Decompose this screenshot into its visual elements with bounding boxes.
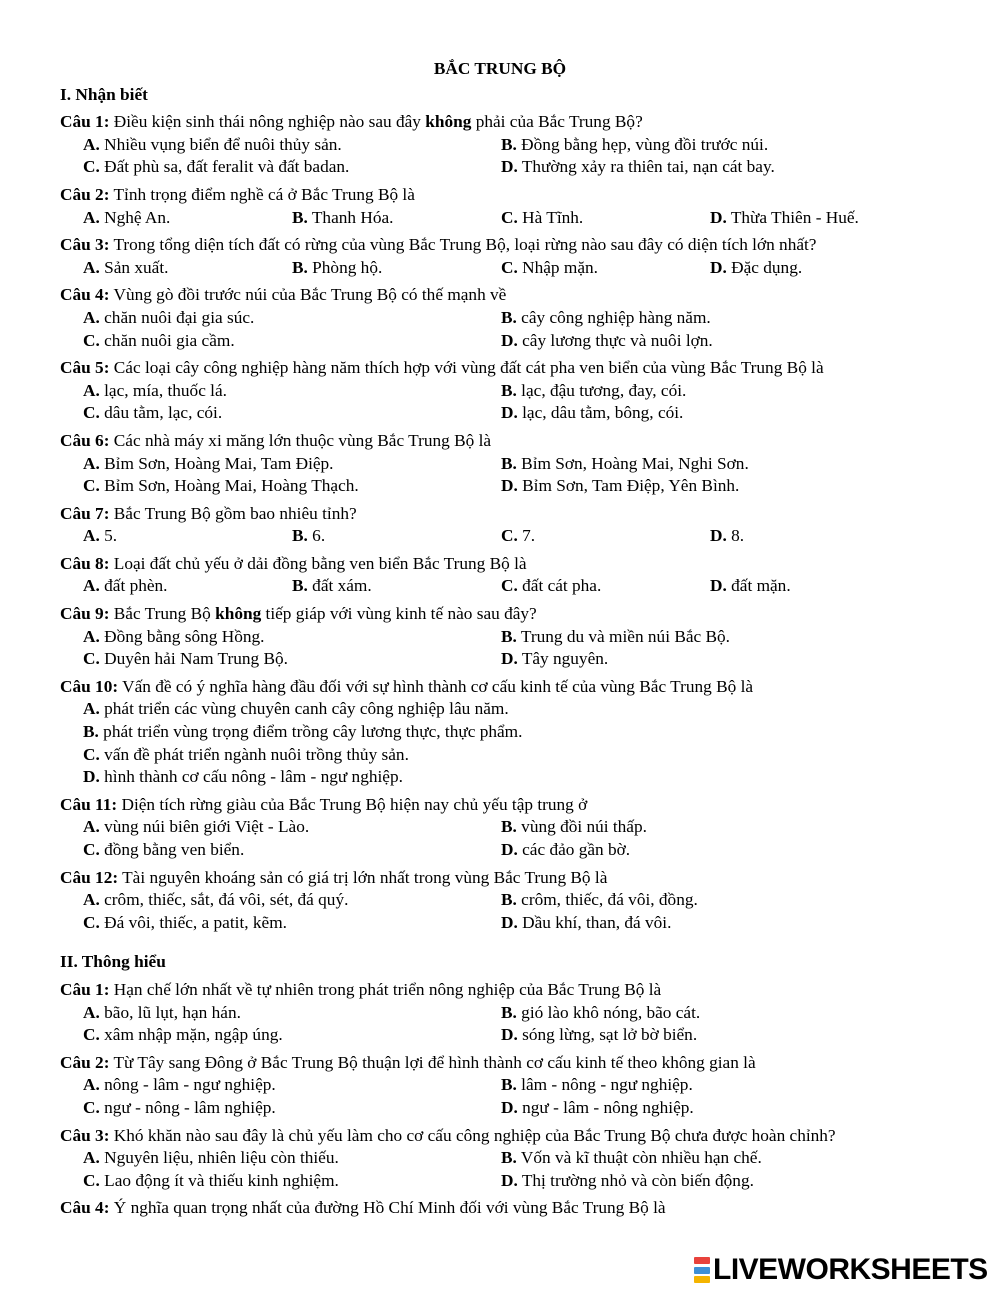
question-text: Khó khăn nào sau đây là chủ yếu làm cho cơ cấu công nghiệp của Bắc Trung Bộ chưa được hoàn chỉnh? — [109, 1125, 836, 1145]
answer-options — [60, 453, 940, 498]
answer-options — [60, 816, 940, 861]
question-text: Từ Tây sang Đông ở Bắc Trung Bộ thuận lợi để hình thành cơ cấu kinh tế theo không gian là — [109, 1052, 756, 1072]
question-stem — [60, 1197, 940, 1220]
answer-option — [501, 207, 710, 230]
option-text: 8. — [726, 526, 745, 546]
answer-option — [501, 816, 919, 839]
question-emphasis: không — [215, 604, 262, 624]
logo-block-yellow — [694, 1276, 710, 1283]
question-text: Vùng gò đồi trước núi của Bắc Trung Bộ có thế mạnh về — [109, 285, 507, 305]
answer-option — [501, 1024, 919, 1047]
sections-container — [60, 84, 940, 1220]
answer-option — [501, 156, 919, 179]
option-letter: B. — [501, 1148, 517, 1168]
answer-option — [292, 207, 501, 230]
question-stem — [60, 676, 940, 699]
option-text: lâm - nông - ngư nghiệp. — [516, 1075, 693, 1095]
option-letter: C. — [83, 403, 100, 423]
question-text: Ý nghĩa quan trọng nhất của đường Hồ Chí Minh đối với vùng Bắc Trung Bộ là — [109, 1198, 666, 1218]
option-letter: A. — [83, 453, 100, 473]
option-text: Nhiều vụng biển để nuôi thủy sản. — [99, 134, 342, 154]
question-stem — [60, 1052, 940, 1075]
page-title: BẮC TRUNG BỘ — [433, 59, 567, 78]
option-letter: B. — [501, 453, 517, 473]
answer-option — [83, 744, 940, 767]
answer-option — [83, 766, 940, 789]
option-letter: C. — [83, 840, 100, 859]
answer-option — [501, 525, 710, 548]
answer-option — [83, 525, 292, 548]
option-letter: B. — [292, 576, 308, 596]
option-letter: D. — [710, 576, 727, 596]
option-letter: A. — [83, 576, 100, 596]
logo-block-red — [694, 1257, 710, 1264]
option-text: đất phèn. — [99, 576, 168, 596]
question — [60, 979, 940, 1047]
answer-option — [710, 207, 919, 230]
question-text: Bắc Trung Bộ — [109, 604, 216, 624]
question — [60, 357, 940, 425]
option-text: Bỉm Sơn, Hoàng Mai, Tam Điệp. — [99, 453, 334, 473]
option-letter: B. — [501, 380, 517, 400]
option-letter: B. — [292, 257, 308, 277]
question-stem — [60, 234, 940, 257]
question — [60, 284, 940, 352]
answer-option — [501, 1074, 919, 1097]
question-number: Câu 4: — [60, 1198, 110, 1218]
question — [60, 111, 940, 179]
answer-options — [60, 207, 940, 230]
question-text: Vấn đề có ý nghĩa hàng đầu đối với sự hình thành cơ cấu kinh tế của vùng Bắc Trung Bộ là — [118, 676, 754, 696]
option-text: dâu tằm, lạc, cói. — [99, 403, 223, 423]
answer-option — [83, 134, 501, 157]
option-text: Thanh Hóa. — [307, 207, 394, 227]
answer-option — [501, 575, 710, 598]
option-text: hình thành cơ cấu nông - lâm - ngư nghiệp. — [99, 767, 403, 787]
question-stem — [60, 184, 940, 207]
answer-option — [83, 1002, 501, 1025]
option-text: bão, lũ lụt, hạn hán. — [99, 1002, 241, 1022]
section-title: I. Nhận biết — [60, 84, 148, 104]
option-letter: C. — [501, 526, 518, 546]
answer-option — [83, 698, 940, 721]
option-text: lạc, mía, thuốc lá. — [99, 380, 227, 400]
option-letter: C. — [83, 330, 100, 350]
worksheet-document — [60, 58, 940, 1225]
option-text: Trung du và miền núi Bắc Bộ. — [516, 626, 730, 646]
option-text: các đảo gần bờ. — [517, 840, 631, 859]
option-letter: A. — [83, 380, 100, 400]
option-letter: D. — [710, 207, 727, 227]
answer-option — [501, 889, 919, 912]
option-text: Lao động ít và thiếu kinh nghiệm. — [99, 1170, 339, 1190]
answer-option — [83, 626, 501, 649]
option-letter: A. — [83, 134, 100, 154]
question-number: Câu 12: — [60, 867, 119, 887]
answer-options — [60, 1074, 940, 1119]
option-letter: C. — [83, 1025, 100, 1045]
option-letter: A. — [83, 257, 100, 277]
answer-option — [501, 134, 919, 157]
option-letter: C. — [83, 649, 100, 669]
answer-option — [501, 453, 919, 476]
question-text: Tỉnh trọng điểm nghề cá ở Bắc Trung Bộ là — [109, 184, 415, 204]
option-text: xâm nhập mặn, ngập úng. — [99, 1025, 283, 1045]
answer-option — [83, 402, 501, 425]
question — [60, 603, 940, 671]
logo-mark-icon — [694, 1257, 710, 1283]
question-text: Điều kiện sinh thái nông nghiệp nào sau đây — [109, 112, 426, 132]
question-number: Câu 1: — [60, 979, 110, 999]
question-stem — [60, 603, 940, 626]
option-text: chăn nuôi đại gia súc. — [99, 307, 255, 327]
question-text: Diện tích rừng giàu của Bắc Trung Bộ hiện nay chủ yếu tập trung ở — [117, 794, 588, 814]
answer-option — [83, 453, 501, 476]
option-text: Thừa Thiên - Huế. — [726, 207, 859, 227]
option-text: đất xám. — [307, 576, 372, 596]
option-text: 5. — [99, 526, 118, 546]
answer-option — [83, 721, 940, 744]
question-stem — [60, 503, 940, 526]
answer-option — [501, 402, 919, 425]
option-text: Sản xuất. — [99, 257, 169, 277]
option-letter: B. — [501, 307, 517, 327]
option-letter: C. — [501, 207, 518, 227]
option-text: ngư - lâm - nông nghiệp. — [517, 1097, 694, 1117]
option-text: Tây nguyên. — [517, 649, 609, 669]
answer-option — [501, 1170, 919, 1193]
question-number: Câu 1: — [60, 112, 110, 132]
answer-option — [501, 475, 919, 498]
answer-option — [292, 575, 501, 598]
question-stem — [60, 430, 940, 453]
answer-options — [60, 698, 940, 788]
logo-block-blue — [694, 1267, 710, 1274]
question-number: Câu 11: — [60, 794, 118, 814]
question — [60, 553, 940, 598]
answer-option — [710, 525, 919, 548]
question — [60, 184, 940, 229]
option-letter: C. — [83, 157, 100, 177]
question-number: Câu 6: — [60, 430, 110, 450]
question-stem — [60, 111, 940, 134]
question — [60, 794, 940, 862]
question-number: Câu 7: — [60, 503, 110, 523]
answer-option — [501, 330, 919, 353]
option-text: Đồng bằng hẹp, vùng đồi trước núi. — [516, 134, 769, 154]
answer-options — [60, 626, 940, 671]
answer-option — [83, 575, 292, 598]
question-text: Trong tổng diện tích đất có rừng của vùng Bắc Trung Bộ, loại rừng nào sau đây có diện tích lớn nhất? — [109, 235, 817, 255]
option-letter: D. — [501, 1025, 518, 1045]
option-text: Bỉm Sơn, Hoàng Mai, Hoàng Thạch. — [99, 476, 359, 496]
answer-option — [83, 207, 292, 230]
question-emphasis: không — [425, 112, 472, 132]
question — [60, 676, 940, 789]
answer-option — [83, 380, 501, 403]
option-text: vấn đề phát triển ngành nuôi trồng thủy sản. — [99, 744, 409, 764]
option-letter: D. — [501, 1170, 518, 1190]
question-number: Câu 9: — [60, 604, 110, 624]
option-text: Nhập mặn. — [517, 257, 598, 277]
logo-text: LIVEWORKSHEETS — [713, 1253, 988, 1286]
option-letter: A. — [83, 626, 100, 646]
option-text: 7. — [517, 526, 536, 546]
question-number: Câu 3: — [60, 1125, 110, 1145]
question-number: Câu 5: — [60, 358, 110, 378]
question — [60, 1052, 940, 1120]
answer-option — [83, 475, 501, 498]
answer-options — [60, 889, 940, 934]
option-letter: D. — [501, 476, 518, 496]
answer-option — [501, 912, 919, 935]
option-text: đồng bằng ven biển. — [99, 840, 245, 859]
answer-options — [60, 134, 940, 179]
answer-option — [83, 889, 501, 912]
option-letter: C. — [83, 1170, 100, 1190]
answer-option — [83, 156, 501, 179]
option-letter: B. — [501, 626, 517, 646]
question-number: Câu 2: — [60, 1052, 110, 1072]
answer-option — [501, 380, 919, 403]
option-text: Thị trường nhỏ và còn biến động. — [517, 1170, 754, 1190]
answer-option — [501, 257, 710, 280]
answer-option — [292, 525, 501, 548]
answer-option — [83, 839, 501, 862]
option-letter: B. — [501, 890, 517, 910]
option-text: nông - lâm - ngư nghiệp. — [99, 1075, 276, 1095]
answer-options — [60, 1147, 940, 1192]
option-text: Đất phù sa, đất feralit và đất badan. — [99, 157, 350, 177]
question-text: Loại đất chủ yếu ở dải đồng bằng ven biển Bắc Trung Bộ là — [109, 553, 527, 573]
question-stem — [60, 553, 940, 576]
option-text: Bỉm Sơn, Tam Điệp, Yên Bình. — [517, 476, 740, 496]
answer-options — [60, 307, 940, 352]
option-letter: C. — [501, 257, 518, 277]
answer-option — [83, 330, 501, 353]
option-letter: A. — [83, 307, 100, 327]
answer-option — [501, 648, 919, 671]
question-stem — [60, 284, 940, 307]
answer-option — [501, 839, 919, 862]
option-letter: A. — [83, 890, 100, 910]
answer-option — [501, 307, 919, 330]
answer-option — [83, 912, 501, 935]
option-letter: D. — [501, 1097, 518, 1117]
option-letter: B. — [501, 817, 517, 837]
answer-option — [501, 626, 919, 649]
option-letter: A. — [83, 1148, 100, 1168]
option-text: Đặc dụng. — [726, 257, 803, 277]
option-letter: B. — [501, 1002, 517, 1022]
option-letter: A. — [83, 817, 100, 837]
question — [60, 503, 940, 548]
option-text: Duyên hải Nam Trung Bộ. — [99, 649, 288, 669]
question-text: Các loại cây công nghiệp hàng năm thích hợp với vùng đất cát pha ven biển của vùng Bắc Trung Bộ là — [109, 358, 824, 378]
option-letter: D. — [501, 840, 518, 859]
option-text: ngư - nông - lâm nghiệp. — [99, 1097, 276, 1117]
option-letter: C. — [83, 1097, 100, 1117]
question-stem — [60, 979, 940, 1002]
option-text: crôm, thiếc, đá vôi, đồng. — [516, 890, 698, 910]
answer-option — [292, 257, 501, 280]
question-text: Bắc Trung Bộ gồm bao nhiêu tỉnh? — [109, 503, 357, 523]
option-letter: C. — [83, 476, 100, 496]
answer-options — [60, 257, 940, 280]
question-stem — [60, 794, 940, 817]
question — [60, 1125, 940, 1193]
answer-option — [710, 575, 919, 598]
answer-option — [83, 1170, 501, 1193]
option-letter: A. — [83, 207, 100, 227]
answer-option — [83, 1074, 501, 1097]
question-number: Câu 2: — [60, 184, 110, 204]
answer-option — [83, 816, 501, 839]
option-letter: C. — [83, 744, 100, 764]
option-letter: B. — [292, 526, 308, 546]
answer-option — [501, 1147, 919, 1170]
option-letter: A. — [83, 526, 100, 546]
option-text: Đá vôi, thiếc, a patit, kẽm. — [99, 912, 287, 932]
option-letter: C. — [83, 912, 100, 932]
answer-option — [83, 307, 501, 330]
option-text: Thường xảy ra thiên tai, nạn cát bay. — [517, 157, 775, 177]
option-text: Nguyên liệu, nhiên liệu còn thiếu. — [99, 1148, 339, 1168]
option-letter: A. — [83, 1002, 100, 1022]
option-text: phát triển các vùng chuyên canh cây công nghiệp lâu năm. — [99, 699, 509, 719]
question-stem — [60, 867, 940, 890]
option-letter: D. — [710, 257, 727, 277]
option-text: Phòng hộ. — [307, 257, 383, 277]
option-text: đất cát pha. — [517, 576, 602, 596]
option-text: cây công nghiệp hàng năm. — [516, 307, 711, 327]
answer-option — [710, 257, 919, 280]
answer-options — [60, 380, 940, 425]
option-text: Hà Tĩnh. — [517, 207, 584, 227]
option-letter: C. — [501, 576, 518, 596]
option-text: sóng lừng, sạt lở bờ biển. — [517, 1025, 698, 1045]
question-number: Câu 8: — [60, 553, 110, 573]
option-text: chăn nuôi gia cầm. — [99, 330, 235, 350]
question-text: tiếp giáp với vùng kinh tế nào sau đây? — [261, 604, 537, 624]
option-text: lạc, dâu tằm, bông, cói. — [517, 403, 684, 423]
option-text: 6. — [307, 526, 326, 546]
question — [60, 234, 940, 279]
section-title: II. Thông hiểu — [60, 952, 166, 972]
option-letter: D. — [710, 526, 727, 546]
option-text: Dầu khí, than, đá vôi. — [517, 912, 672, 932]
option-letter: D. — [501, 403, 518, 423]
answer-option — [83, 1097, 501, 1120]
question — [60, 867, 940, 935]
question-text: phải của Bắc Trung Bộ? — [471, 112, 643, 132]
option-letter: D. — [501, 912, 518, 932]
option-text: Vốn và kĩ thuật còn nhiều hạn chế. — [516, 1148, 762, 1168]
option-text: lạc, đậu tương, đay, cói. — [516, 380, 687, 400]
question-text: Hạn chế lớn nhất về tự nhiên trong phát triển nông nghiệp của Bắc Trung Bộ là — [109, 979, 662, 999]
option-letter: B. — [501, 134, 517, 154]
option-text: đất mặn. — [726, 576, 791, 596]
answer-option — [83, 1147, 501, 1170]
answer-option — [83, 257, 292, 280]
option-letter: B. — [292, 207, 308, 227]
option-text: Bỉm Sơn, Hoàng Mai, Nghi Sơn. — [516, 453, 749, 473]
option-letter: D. — [501, 330, 518, 350]
option-letter: A. — [83, 699, 100, 719]
option-text: vùng núi biên giới Việt - Lào. — [99, 817, 310, 837]
option-letter: D. — [501, 157, 518, 177]
option-text: gió lào khô nóng, bão cát. — [516, 1002, 701, 1022]
question-text: Tài nguyên khoáng sản có giá trị lớn nhất trong vùng Bắc Trung Bộ là — [118, 867, 608, 887]
option-text: vùng đồi núi thấp. — [516, 817, 647, 837]
option-letter: B. — [501, 1075, 517, 1095]
option-text: cây lương thực và nuôi lợn. — [517, 330, 713, 350]
question-number: Câu 3: — [60, 235, 110, 255]
option-letter: A. — [83, 1075, 100, 1095]
option-text: crôm, thiếc, sắt, đá vôi, sét, đá quý. — [99, 890, 349, 910]
answer-options — [60, 575, 940, 598]
liveworksheets-logo — [694, 1255, 988, 1285]
question-number: Câu 4: — [60, 285, 110, 305]
question — [60, 430, 940, 498]
answer-option — [83, 648, 501, 671]
question — [60, 1197, 940, 1220]
answer-option — [501, 1002, 919, 1025]
answer-options — [60, 525, 940, 548]
question-stem — [60, 357, 940, 380]
option-letter: D. — [501, 649, 518, 669]
answer-option — [83, 1024, 501, 1047]
option-text: phát triển vùng trọng điểm trồng cây lương thực, thực phẩm. — [98, 722, 523, 742]
question-stem — [60, 1125, 940, 1148]
question-text: Các nhà máy xi măng lớn thuộc vùng Bắc Trung Bộ là — [109, 430, 492, 450]
option-text: Đồng bằng sông Hồng. — [99, 626, 265, 646]
question-number: Câu 10: — [60, 676, 119, 696]
answer-options — [60, 1002, 940, 1047]
answer-option — [501, 1097, 919, 1120]
option-letter: D. — [83, 767, 100, 787]
option-letter: B. — [83, 722, 99, 742]
option-text: Nghệ An. — [99, 207, 171, 227]
